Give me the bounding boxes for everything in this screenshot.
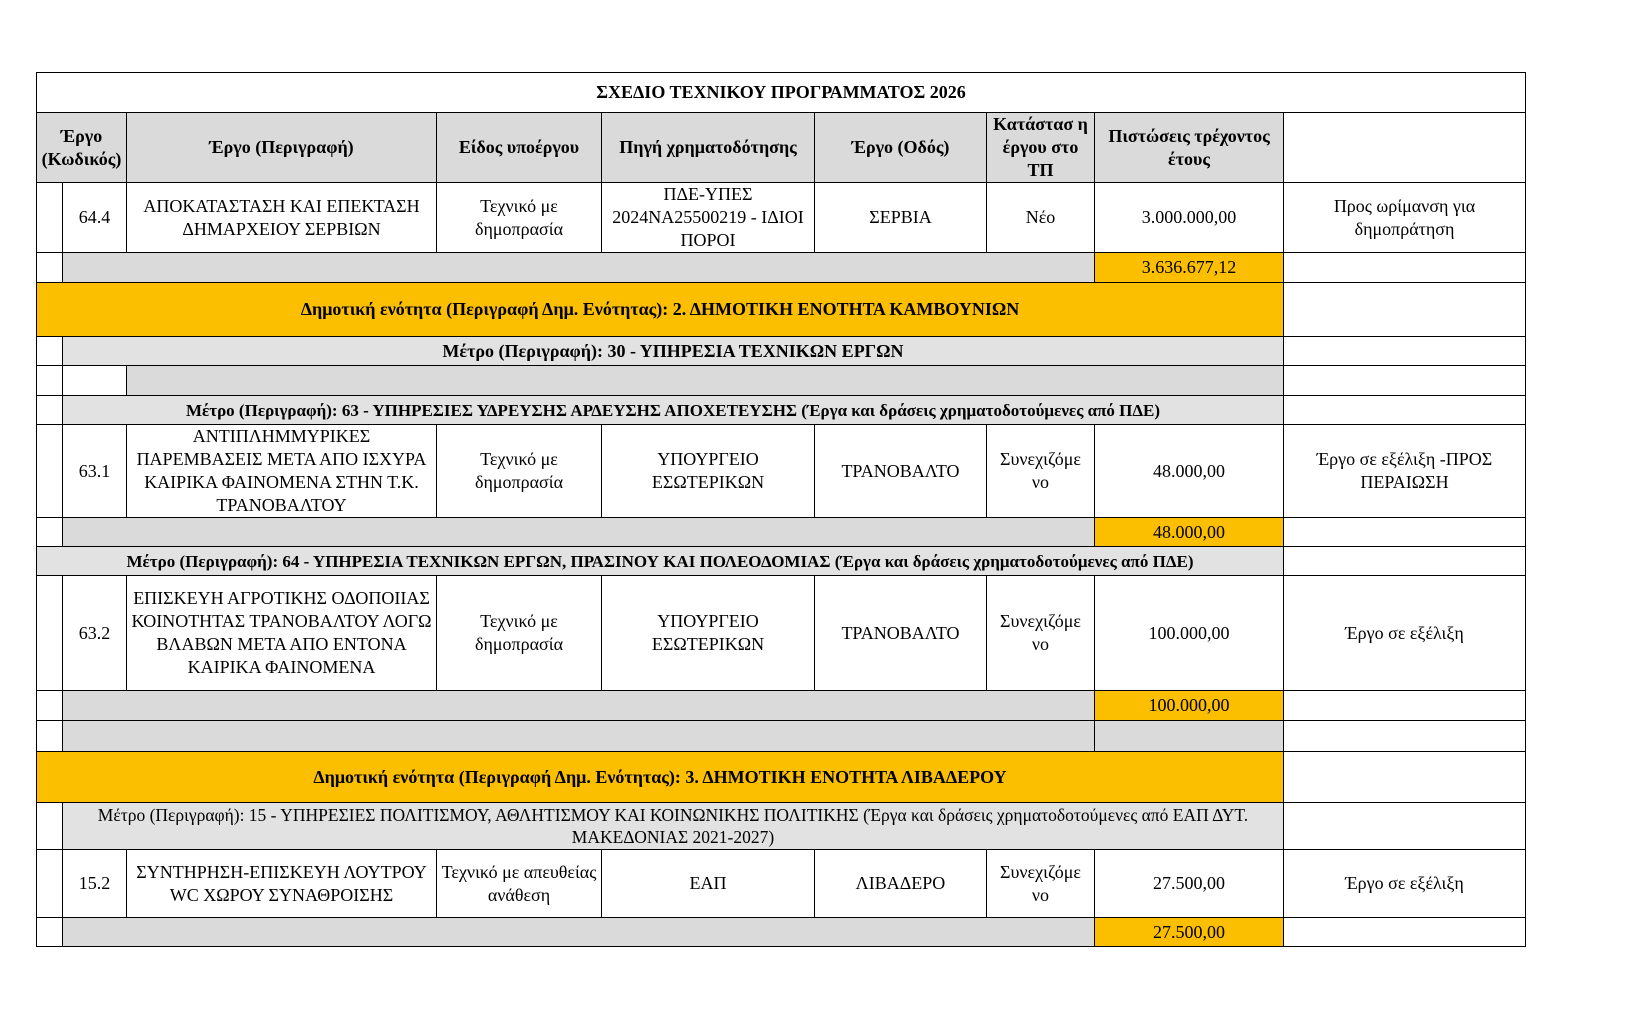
empty-cell: [1284, 547, 1526, 576]
project-funding: ΕΑΠ: [602, 850, 815, 918]
indent-cell: [37, 425, 63, 518]
subtotal-spacer: [63, 253, 1095, 283]
empty-cell: [1284, 691, 1526, 721]
gray-spacer: [1095, 721, 1284, 752]
project-credits: 3.000.000,00: [1095, 183, 1284, 253]
project-road: ΣΕΡΒΙΑ: [815, 183, 987, 253]
project-status: Συνεχιζόμε νο: [987, 576, 1095, 691]
gray-spacer: [63, 721, 1095, 752]
project-description: ΣΥΝΤΗΡΗΣΗ-ΕΠΙΣΚΕΥΗ ΛΟΥΤΡΟΥ WC ΧΩΡΟΥ ΣΥΝΑΘΡΟΙΣΗΣ: [127, 850, 437, 918]
project-code: 64.4: [63, 183, 127, 253]
project-credits: 48.000,00: [1095, 425, 1284, 518]
project-description: ΑΝΤΙΠΛΗΜΜΥΡΙΚΕΣ ΠΑΡΕΜΒΑΣΕΙΣ ΜΕΤΑ ΑΠΟ ΙΣΧΥΡΑ ΚΑΙΡΙΚΑ ΦΑΙΝΟΜΕΝΑ ΣΤΗΝ Τ.Κ. ΤΡΑΝΟΒΑΛΤΟΥ: [127, 425, 437, 518]
measure-title: Μέτρο (Περιγραφή): 30 - ΥΠΗΡΕΣΙΑ ΤΕΧΝΙΚΩΝ ΕΡΓΩΝ: [63, 337, 1284, 366]
project-notes: Προς ωρίμανση για δημοπράτηση: [1284, 183, 1526, 253]
measure-title: Μέτρο (Περιγραφή): 64 - ΥΠΗΡΕΣΙΑ ΤΕΧΝΙΚΩΝ ΕΡΓΩΝ, ΠΡΑΣΙΝΟΥ ΚΑΙ ΠΟΛΕΟΔΟΜΙΑΣ (Έργα και δράσεις χρηματοδοτούμενες από ΠΔΕ): [37, 547, 1284, 576]
project-code: 15.2: [63, 850, 127, 918]
project-credits: 100.000,00: [1095, 576, 1284, 691]
indent-cell: [37, 396, 63, 425]
project-notes: Έργο σε εξέλιξη -ΠΡΟΣ ΠΕΡΑΙΩΣΗ: [1284, 425, 1526, 518]
indent-cell: [37, 691, 63, 721]
project-subtype: Τεχνικό με δημοπρασία: [437, 576, 602, 691]
indent-cell: [37, 366, 63, 396]
project-credits: 27.500,00: [1095, 850, 1284, 918]
gray-spacer: [127, 366, 1284, 396]
indent-cell: [37, 918, 63, 947]
table-row: [37, 183, 1526, 253]
project-description: ΕΠΙΣΚΕΥΗ ΑΓΡΟΤΙΚΗΣ ΟΔΟΠΟΙΙΑΣ ΚΟΙΝΟΤΗΤΑΣ ΤΡΑΝΟΒΑΛΤΟΥ ΛΟΓΩ ΒΛΑΒΩΝ ΜΕΤΑ ΑΠΟ ΕΝΤΟΝΑ ΚΑΙΡΙΚΑ ΦΑΙΝΟΜΕΝΑ: [127, 576, 437, 691]
empty-cell: [1284, 337, 1526, 366]
project-road: ΛΙΒΑΔΕΡΟ: [815, 850, 987, 918]
municipal-unit-title: Δημοτική ενότητα (Περιγραφή Δημ. Ενότητας): 2. ΔΗΜΟΤΙΚΗ ΕΝΟΤΗΤΑ ΚΑΜΒΟΥΝΙΩΝ: [37, 283, 1284, 337]
project-subtype: Τεχνικό με απευθείας ανάθεση: [437, 850, 602, 918]
indent-cell: [37, 803, 63, 850]
empty-cell: [1284, 918, 1526, 947]
header-row: [37, 113, 1526, 183]
header-status: Κατάστασ η έργου στο ΤΠ: [987, 113, 1095, 183]
indent-cell: [37, 253, 63, 283]
measure-row: [37, 547, 1526, 576]
project-notes: Έργο σε εξέλιξη: [1284, 576, 1526, 691]
measure-row: [37, 396, 1526, 425]
project-road: ΤΡΑΝΟΒΑΛΤΟ: [815, 576, 987, 691]
subtotal-spacer: [63, 691, 1095, 721]
project-status: Νέο: [987, 183, 1095, 253]
empty-cell: [1284, 518, 1526, 547]
measure-row: [37, 337, 1526, 366]
indent-cell: [37, 850, 63, 918]
subtotal-value: 3.636.677,12: [1095, 253, 1284, 283]
subtotal-value: 100.000,00: [1095, 691, 1284, 721]
empty-cell: [1284, 752, 1526, 803]
municipal-unit-title: Δημοτική ενότητα (Περιγραφή Δημ. Ενότητας): 3. ΔΗΜΟΤΙΚΗ ΕΝΟΤΗΤΑ ΛΙΒΑΔΕΡΟΥ: [37, 752, 1284, 803]
table-row: [37, 576, 1526, 691]
project-subtype: Τεχνικό με δημοπρασία: [437, 425, 602, 518]
indent-cell: [37, 576, 63, 691]
project-road: ΤΡΑΝΟΒΑΛΤΟ: [815, 425, 987, 518]
subtotal-row: [37, 518, 1526, 547]
project-status: Συνεχιζόμε νο: [987, 850, 1095, 918]
subtotal-row: [37, 691, 1526, 721]
indent-cell: [63, 366, 127, 396]
technical-program-sheet: [36, 72, 1526, 947]
project-code: 63.2: [63, 576, 127, 691]
empty-cell: [1284, 366, 1526, 396]
project-funding: ΠΔΕ-ΥΠΕΣ 2024ΝΑ25500219 - ΙΔΙΟΙ ΠΟΡΟΙ: [602, 183, 815, 253]
indent-cell: [37, 721, 63, 752]
table-row: [37, 850, 1526, 918]
project-description: ΑΠΟΚΑΤΑΣΤΑΣΗ ΚΑΙ ΕΠΕΚΤΑΣΗ ΔΗΜΑΡΧΕΙΟΥ ΣΕΡΒΙΩΝ: [127, 183, 437, 253]
table-row: [37, 425, 1526, 518]
title-row: [37, 73, 1526, 113]
subtotal-value: 48.000,00: [1095, 518, 1284, 547]
indent-cell: [37, 337, 63, 366]
indent-cell: [37, 518, 63, 547]
subtotal-row: [37, 253, 1526, 283]
project-notes: Έργο σε εξέλιξη: [1284, 850, 1526, 918]
technical-program-table: [36, 72, 1526, 947]
header-credits: Πιστώσεις τρέχοντος έτους: [1095, 113, 1284, 183]
project-funding: ΥΠΟΥΡΓΕΙΟ ΕΣΩΤΕΡΙΚΩΝ: [602, 576, 815, 691]
header-description: Έργο (Περιγραφή): [127, 113, 437, 183]
spacer-row: [37, 366, 1526, 396]
empty-cell: [1284, 253, 1526, 283]
municipal-unit-row: [37, 283, 1526, 337]
empty-cell: [1284, 396, 1526, 425]
header-notes: [1284, 113, 1526, 183]
empty-cell: [1284, 283, 1526, 337]
header-code: Έργο (Κωδικός): [37, 113, 127, 183]
project-code: 63.1: [63, 425, 127, 518]
measure-title: Μέτρο (Περιγραφή): 63 - ΥΠΗΡΕΣΙΕΣ ΥΔΡΕΥΣΗΣ ΑΡΔΕΥΣΗΣ ΑΠΟΧΕΤΕΥΣΗΣ (Έργα και δράσεις χρηματοδοτούμενες από ΠΔΕ): [63, 396, 1284, 425]
measure-title: Μέτρο (Περιγραφή): 15 - ΥΠΗΡΕΣΙΕΣ ΠΟΛΙΤΙΣΜΟΥ, ΑΘΛΗΤΙΣΜΟΥ ΚΑΙ ΚΟΙΝΩΝΙΚΗΣ ΠΟΛΙΤΙΚΗΣ (Έργα και δράσεις χρηματοδοτούμενες από ΕΑΠ ΔΥΤ. ΜΑΚΕΔΟΝΙΑΣ 2021-2027): [63, 803, 1284, 850]
subtotal-row: [37, 918, 1526, 947]
measure-row: [37, 803, 1526, 850]
project-status: Συνεχιζόμε νο: [987, 425, 1095, 518]
municipal-unit-row: [37, 752, 1526, 803]
subtotal-value: 27.500,00: [1095, 918, 1284, 947]
empty-cell: [1284, 721, 1526, 752]
empty-cell: [1284, 803, 1526, 850]
project-funding: ΥΠΟΥΡΓΕΙΟ ΕΣΩΤΕΡΙΚΩΝ: [602, 425, 815, 518]
header-funding: Πηγή χρηματοδότησης: [602, 113, 815, 183]
spacer-row: [37, 721, 1526, 752]
header-road: Έργο (Οδός): [815, 113, 987, 183]
indent-cell: [37, 183, 63, 253]
page-title: ΣΧΕΔΙΟ ΤΕΧΝΙΚΟΥ ΠΡΟΓΡΑΜΜΑΤΟΣ 2026: [37, 73, 1526, 113]
project-subtype: Τεχνικό με δημοπρασία: [437, 183, 602, 253]
subtotal-spacer: [63, 918, 1095, 947]
subtotal-spacer: [63, 518, 1095, 547]
header-subtype: Είδος υποέργου: [437, 113, 602, 183]
